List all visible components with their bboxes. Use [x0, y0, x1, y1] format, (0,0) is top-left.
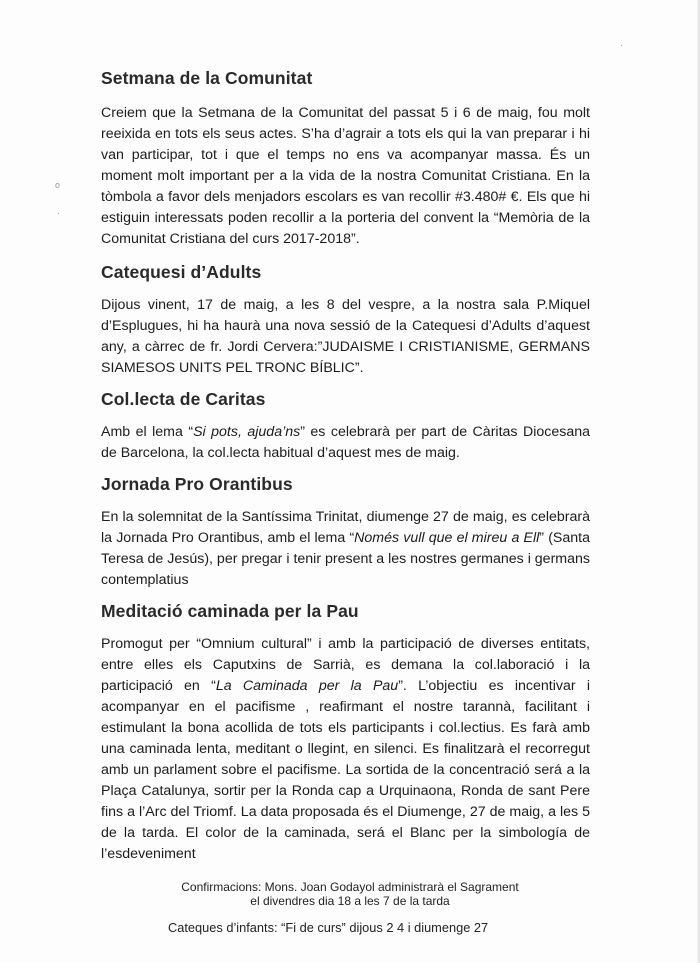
section-text: [101, 422, 590, 464]
section-meditacio-pau: [101, 601, 590, 865]
section-pro-orantibus: [101, 474, 590, 591]
section-heading: Setmana de la Comunitat: [101, 68, 313, 88]
scan-mark: ·: [620, 40, 623, 50]
footer-line: Confirmacions: Mons. Joan Godayol administrarà el Sagrament: [181, 880, 519, 894]
text-part: ”. L’objectiu es incentivar i acompanyar en el pacifisme , reafirmant el nostre tarannà, facilitant i estimulant la bona acollida de tots els participants i col.lectius. Es farà amb una caminada lenta, meditant o llegint, en silenci. Es finalitzarà el recorregut amb un parlament sobre el pacifisme. La sortida de la concentració será a la Plaça Catalunya, sortir per la Ronda cap a Urquinaona, Ronda de sant Pere fins a l’Arc del Triomf. La data proposada és el Diumenge, 27 de maig, a les 5 de la tarda. El color de la caminada, será el Blanc per la simbología de l’esdeveniment: [101, 678, 590, 862]
event-name-text: La Caminada per la Pau: [215, 678, 399, 694]
section-catequesi-adults: [101, 262, 590, 379]
section-heading: Jornada Pro Orantibus: [101, 474, 293, 494]
section-setmana-comunitat: [101, 68, 590, 250]
bulletin-content: [101, 68, 590, 875]
scan-mark: ·: [57, 208, 60, 218]
section-text: Creiem que la Setmana de la Comunitat del passat 5 i 6 de maig, fou molt reeixida en tots els seus actes. S’ha d’agrair a tots els qui la van preparar i hi van participar, tot i que el temps no ens va acompanyar massa. És un moment molt important per a la vida de la nostra Comunitat Cristiana. En la tòmbola a favor dels menjadors escolars es van recollir #3.480# €. Els que hi estiguin interessats poden recollir a la porteria del convent la “Memòria de la Comunitat Cristiana del curs 2017-2018”.: [101, 105, 590, 247]
text-part: Promogut per “Omnium cultural” i amb la participació de diverses entitats, entre elles els Caputxins de Sarrià, es demana la col.laboració i la participació en “: [101, 636, 590, 694]
section-text: Dijous vinent, 17 de maig, a les 8 del vespre, a la nostra sala P.Miquel d’Esplugues, hi ha haurà una nova sessió de la Catequesi d’Adults d’aquest any, a càrrec de fr. Jordi Cervera:”JUDAISME I CRISTIANISME, GERMANS SIAMESOS UNITS PEL TRONC BÍBLIC”.: [101, 297, 590, 376]
section-heading: Col.lecta de Caritas: [101, 389, 266, 409]
text-part: Amb el lema “: [101, 424, 194, 440]
text-part: ” (Santa Teresa de Jesús), per pregar i tenir present a les nostres germanes i germans contemplatius: [101, 530, 590, 588]
text-part: ” es celebrarà per part de Càritas Diocesana de Barcelona, la col.lecta habitual d’aquest mes de maig.: [101, 424, 590, 461]
motto-text: Només vull que el mireu a Ell: [354, 530, 540, 546]
text-part: En la solemnitat de la Santíssima Trinitat, diumenge 27 de maig, es celebrarà la Jornada Pro Orantibus, amb el lema “: [101, 509, 590, 546]
footer-cateques-infants: Cateques d’infants: “Fi de curs” dijous 2 4 i diumenge 27: [168, 920, 489, 935]
section-heading: Meditació caminada per la Pau: [101, 601, 359, 621]
motto-text: Si pots, ajuda’ns: [193, 424, 301, 440]
scan-mark: o: [55, 180, 61, 190]
section-heading: Catequesi d’Adults: [101, 262, 262, 282]
footer-line: el divendres dia 18 a les 7 de la tarda: [250, 894, 450, 908]
section-text: [101, 507, 590, 591]
section-text: [101, 634, 590, 865]
footer-confirmacions: [0, 880, 700, 908]
section-collecta-caritas: [101, 389, 590, 464]
